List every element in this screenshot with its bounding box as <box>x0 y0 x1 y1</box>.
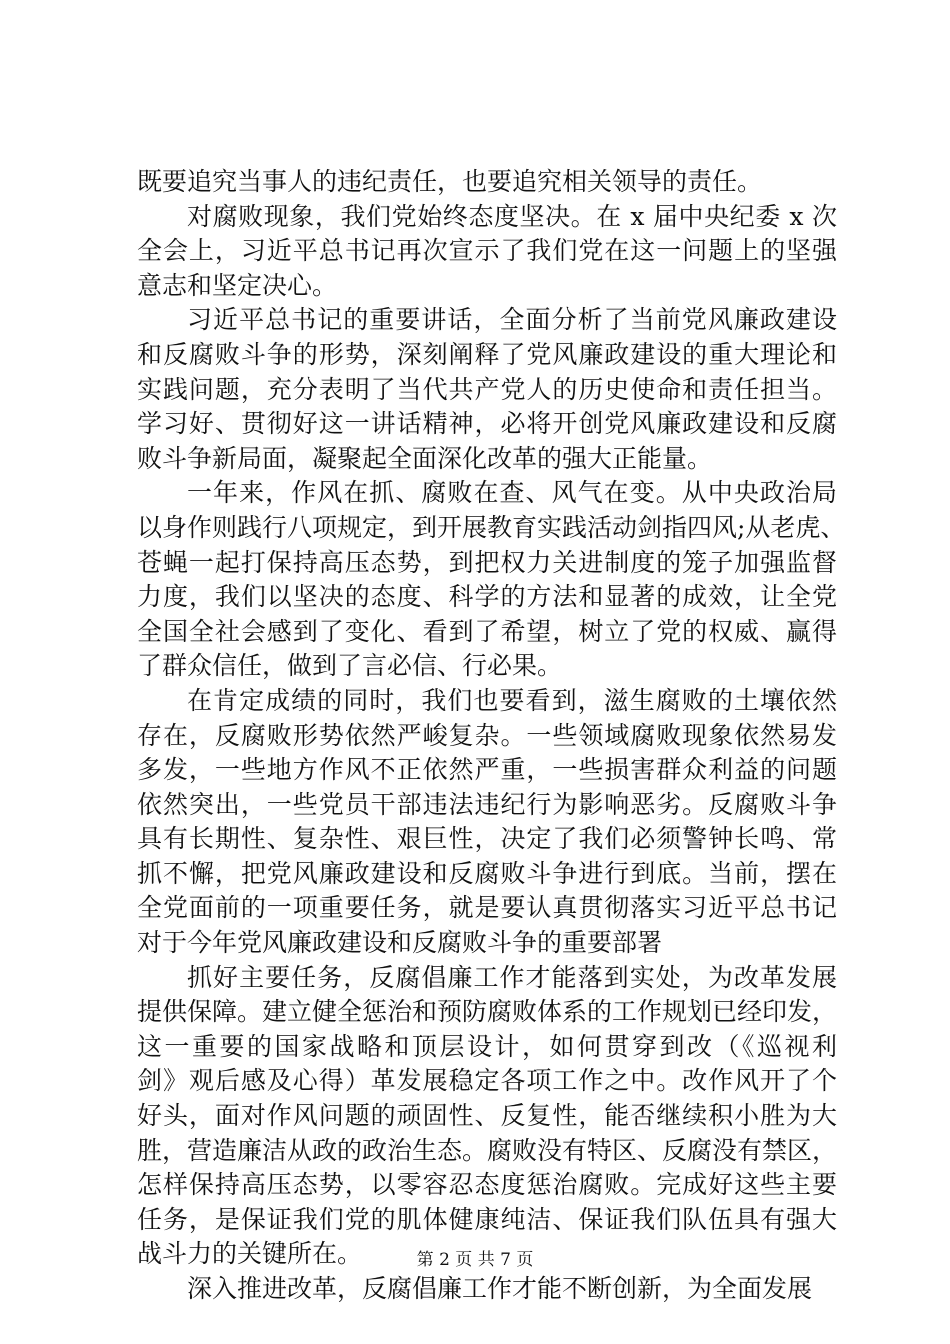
text-line: 既要追究当事人的违纪责任，也要追究相关领导的责任。 <box>137 167 763 196</box>
text-line: 一年来，作风在抓、腐败在查、风气在变。从中央政治局 <box>187 478 837 508</box>
text-line: 提供保障。建立健全惩治和预防腐败体系的工作规划已经印发， <box>137 997 838 1027</box>
text-line: 依然突出，一些党员干部违法违纪行为影响恶劣。反腐败斗争 <box>137 789 837 819</box>
text-line: 败斗争新局面，凝聚起全面深化改革的强大正能量。 <box>137 443 713 473</box>
text-line: 苍蝇一起打保持高压态势，到把权力关进制度的笼子加强监督 <box>137 547 837 577</box>
text-line: 力度，我们以坚决的态度、科学的方法和显著的成效，让全党 <box>137 582 837 612</box>
text-line: 对腐败现象，我们党始终态度坚决。在 x 届中央纪委 x 次 <box>187 201 837 231</box>
paragraph <box>137 1272 837 1307</box>
text-line: 抓不懈，把党风廉政建设和反腐败斗争进行到底。当前，摆在 <box>137 858 837 888</box>
text-line: 对于今年党风廉政建设和反腐败斗争的重要部署 <box>137 928 663 958</box>
text-line: 全会上，习近平总书记再次宣示了我们党在这一问题上的坚强 <box>137 236 837 266</box>
text-line: 全党面前的一项重要任务，就是要认真贯彻落实习近平总书记 <box>137 893 837 923</box>
text-line: 战斗力的关键所在。 <box>137 1239 363 1269</box>
text-line: 深入推进改革，反腐倡廉工作才能不断创新，为全面发展 <box>187 1274 813 1303</box>
paragraph <box>137 303 837 476</box>
text-line: 好头，面对作风问题的顽固性、反复性，能否继续积小胜为大 <box>137 1101 837 1131</box>
text-line: 习近平总书记的重要讲话，全面分析了当前党风廉政建设 <box>187 305 837 335</box>
text-line: 怎样保持高压态势，以零容忍态度惩治腐败。完成好这些主要 <box>137 1170 837 1200</box>
text-line: 具有长期性、复杂性、艰巨性，决定了我们必须警钟长鸣、常 <box>137 824 837 854</box>
page-footer: 第 2 页 共 7 页 <box>416 1250 534 1270</box>
paragraph <box>137 684 837 961</box>
paragraph <box>137 200 837 304</box>
text-line: 剑》观后感及心得）革发展稳定各项工作之中。改作风开了个 <box>137 1066 837 1096</box>
text-line: 抓好主要任务，反腐倡廉工作才能落到实处，为改革发展 <box>187 962 837 992</box>
text-line: 在肯定成绩的同时，我们也要看到，滋生腐败的土壤依然 <box>187 685 837 715</box>
text-line: 意志和坚定决心。 <box>137 270 338 300</box>
text-line: 这一重要的国家战略和顶层设计，如何贯穿到改（《巡视利 <box>137 1031 837 1061</box>
document-body <box>137 165 846 1307</box>
text-line: 全国全社会感到了变化、看到了希望，树立了党的权威、赢得 <box>137 616 837 646</box>
text-line: 多发，一些地方作风不正依然严重，一些损害群众利益的问题 <box>137 755 837 785</box>
text-line: 任务，是保证我们党的肌体健康纯洁、保证我们队伍具有强大 <box>137 1204 837 1234</box>
paragraph <box>137 165 837 200</box>
text-line: 学习好、贯彻好这一讲话精神，必将开创党风廉政建设和反腐 <box>137 409 837 439</box>
text-line: 以身作则践行八项规定，到开展教育实践活动剑指四风;从老虎、 <box>137 512 846 542</box>
paragraph <box>137 961 837 1272</box>
text-line: 了群众信任，做到了言必信、行必果。 <box>137 651 563 681</box>
paragraph <box>137 476 846 684</box>
text-line: 胜，营造廉洁从政的政治生态。腐败没有特区、反腐没有禁区， <box>137 1135 838 1165</box>
text-line: 和反腐败斗争的形势，深刻阐释了党风廉政建设的重大理论和 <box>137 339 837 369</box>
text-line: 存在，反腐败形势依然严峻复杂。一些领域腐败现象依然易发 <box>137 720 837 750</box>
text-line: 实践问题，充分表明了当代共产党人的历史使命和责任担当。 <box>137 374 837 404</box>
